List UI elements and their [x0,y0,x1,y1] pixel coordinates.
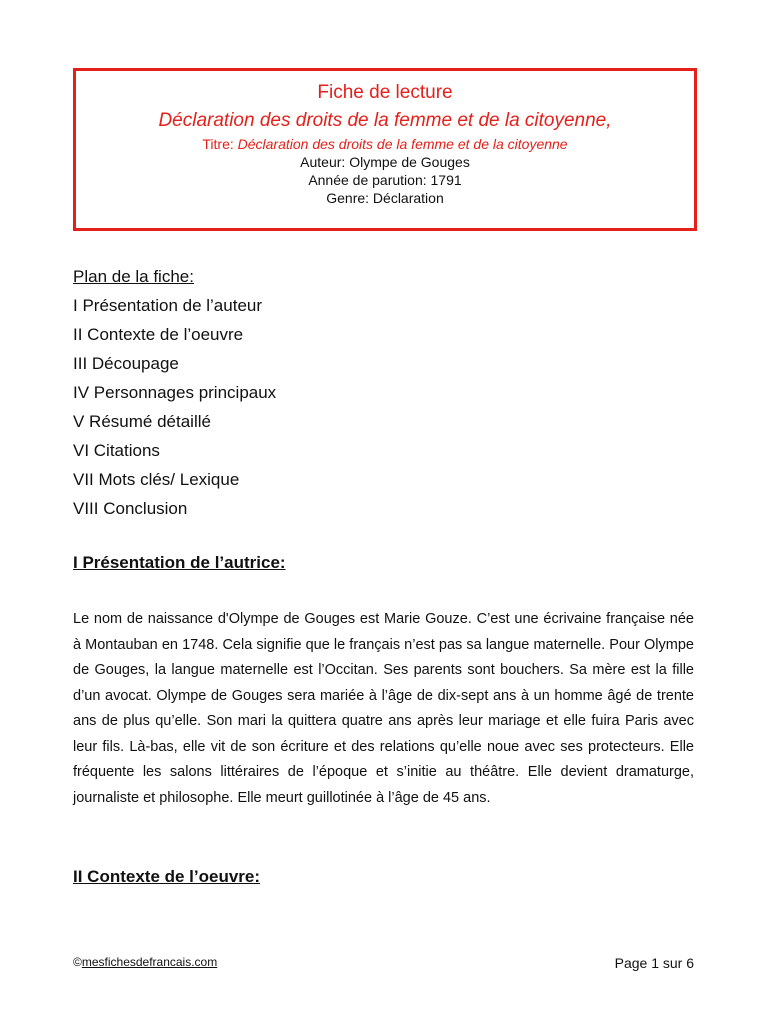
plan-list [73,265,693,526]
plan-item: V Résumé détaillé [73,412,211,431]
plan-item: II Contexte de l’oeuvre [73,325,244,344]
author-line: Auteur: Olympe de Gouges [300,154,470,170]
plan-item: VI Citations [73,441,160,460]
page-number: Page 1 sur 6 [614,955,694,971]
genre-line: Genre: Déclaration [326,190,444,206]
plan-item: VII Mots clés/ Lexique [73,470,240,489]
plan-heading: Plan de la fiche: [73,267,194,286]
titre-label: Titre: [202,136,238,152]
titre-line [76,135,694,153]
presentation-heading: I Présentation de l’autrice: [73,553,286,572]
plan-item: I Présentation de l’auteur [73,296,263,315]
titre-value: Déclaration des droits de la femme et de la citoyenne [237,136,568,152]
copyright-symbol: © [73,955,82,969]
plan-item: IV Personnages principaux [73,383,277,402]
document-title: Fiche de lecture [317,82,453,103]
title-box [73,68,697,231]
work-title: Déclaration des droits de la femme et de la citoyenne, [158,110,612,131]
plan-item: VIII Conclusion [73,499,188,518]
plan-item: III Découpage [73,354,179,373]
presentation-paragraph: Le nom de naissance d'Olympe de Gouges est Marie Gouze. C’est une écrivaine française née à Montauban en 1748. Cela signifie que le français n’est pas sa langue maternelle. Pour Olympe de Gouges, la langue maternelle est l’Occitan. Ses parents sont bouchers. Sa mère est la fille d’un avocat. Olympe de Gouges sera mariée à l’âge de dix-sept ans à un homme âgé de trente ans de plus qu’elle. Son mari la quittera quatre ans après leur mariage et elle fuira Paris avec leur fils. Là-bas, elle vit de son écriture et des relations qu’elle noue avec ses protecteurs. Elle fréquente les salons littéraires de l’époque et s’initie au théâtre. Elle devient dramaturge, journaliste et philosophe. Elle meurt guillotinée à l’âge de 45 ans. [73,611,694,806]
site-link[interactable]: mesfichesdefrancais.com [81,955,218,969]
year-line: Année de parution: 1791 [308,172,462,188]
footer-copyright [73,955,217,969]
context-heading: II Contexte de l’oeuvre: [73,867,261,886]
